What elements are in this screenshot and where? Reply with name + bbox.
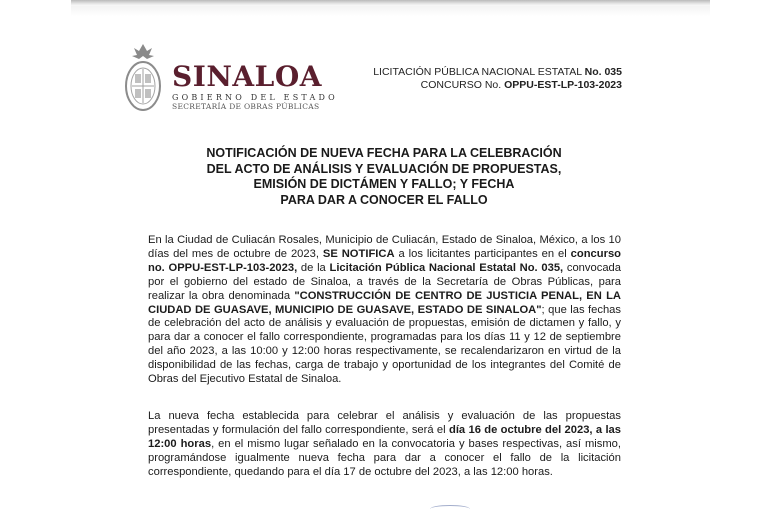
text-run: a los licitantes participantes en el bbox=[394, 247, 571, 260]
reference-line-2-prefix: CONCURSO No. bbox=[420, 79, 505, 91]
new-date: día 16 de octubre del 2023, a las 12:00 horas bbox=[148, 423, 621, 450]
reference-line-1-prefix: LICITACIÓN PÚBLICA NACIONAL ESTATAL bbox=[373, 66, 585, 78]
brand-subtitle: GOBIERNO DEL ESTADO bbox=[172, 93, 338, 102]
concurso-number: OPPU-EST-LP-103-2023 bbox=[504, 79, 622, 91]
title-line: DEL ACTO DE ANÁLISIS Y EVALUACIÓN DE PROPUESTAS, bbox=[206, 161, 562, 176]
reference-line-1 bbox=[373, 66, 622, 79]
page-shadow bbox=[71, 6, 710, 16]
brand-name: SINALOA bbox=[172, 60, 322, 93]
paragraph-notification bbox=[148, 234, 621, 387]
title-line: NOTIFICACIÓN DE NUEVA FECHA PARA LA CELEBRACIÓN bbox=[206, 146, 562, 160]
reference-line-2 bbox=[373, 79, 622, 92]
text-run: de la bbox=[297, 261, 330, 274]
text-run: La nueva fecha establecida para celebrar el análisis y evaluación de las propuestas presentadas y formulación del fallo correspondiente, será el bbox=[148, 410, 621, 436]
text-run: En la Ciudad de Culiacán Rosales, Municipio de Culiacán, Estado de Sinaloa, México, a los 10 días del mes de octubre de 2023, bbox=[148, 234, 621, 260]
bold-run: SE NOTIFICA bbox=[322, 247, 395, 260]
state-seal-icon bbox=[122, 42, 164, 114]
paragraph-new-date bbox=[148, 410, 621, 480]
bold-run: Licitación Pública Nacional Estatal No. 035, bbox=[329, 261, 564, 274]
title-line: PARA DAR A CONOCER EL FALLO bbox=[280, 192, 488, 207]
document-title bbox=[170, 146, 598, 208]
text-run: convocada por el gobierno del estado de Sinaloa, a través de la Secretaría de Obras Públicas, para realizar la obra denominada bbox=[148, 261, 621, 302]
text-run: ; que las fechas de celebración del acto de análisis y evaluación de propuestas, emisión de dictamen y fallo, y para dar a conocer el fallo correspondiente, programadas para los días 11 y 12 de septiembre del año 2023, a las 10:00 y 12:00 horas respectivamente, se recalendarizaron en virtud de la disponibilidad de las fechas, carga de trabajo y oportunidad de los integrantes del Comité de Obras del Ejecutivo Estatal de Sinaloa. bbox=[148, 303, 621, 386]
bold-run: concurso no. OPPU-EST-LP-103-2023, bbox=[148, 247, 621, 274]
title-line: EMISIÓN DE DICTÁMEN Y FALLO; Y FECHA bbox=[253, 177, 515, 191]
reference-block bbox=[373, 66, 622, 92]
text-run: , en el mismo lugar señalado en la convocatoria y bases respectivas, así mismo, programándose igualmente nueva fecha para dar a conocer el fallo de la licitación correspondiente, quedando para el día 17 de octubre del 2023, a las 12:00 horas. bbox=[148, 437, 621, 478]
brand-text bbox=[172, 62, 338, 111]
licitacion-number: No. 035 bbox=[584, 66, 622, 78]
project-name: "CONSTRUCCIÓN DE CENTRO DE JUSTICIA PENAL, EN LA CIUDAD DE GUASAVE, MUNICIPIO DE GUASAVE, ESTADO DE SINALOA" bbox=[148, 289, 621, 316]
brand-department: SECRETARÍA DE OBRAS PÚBLICAS bbox=[172, 102, 320, 111]
